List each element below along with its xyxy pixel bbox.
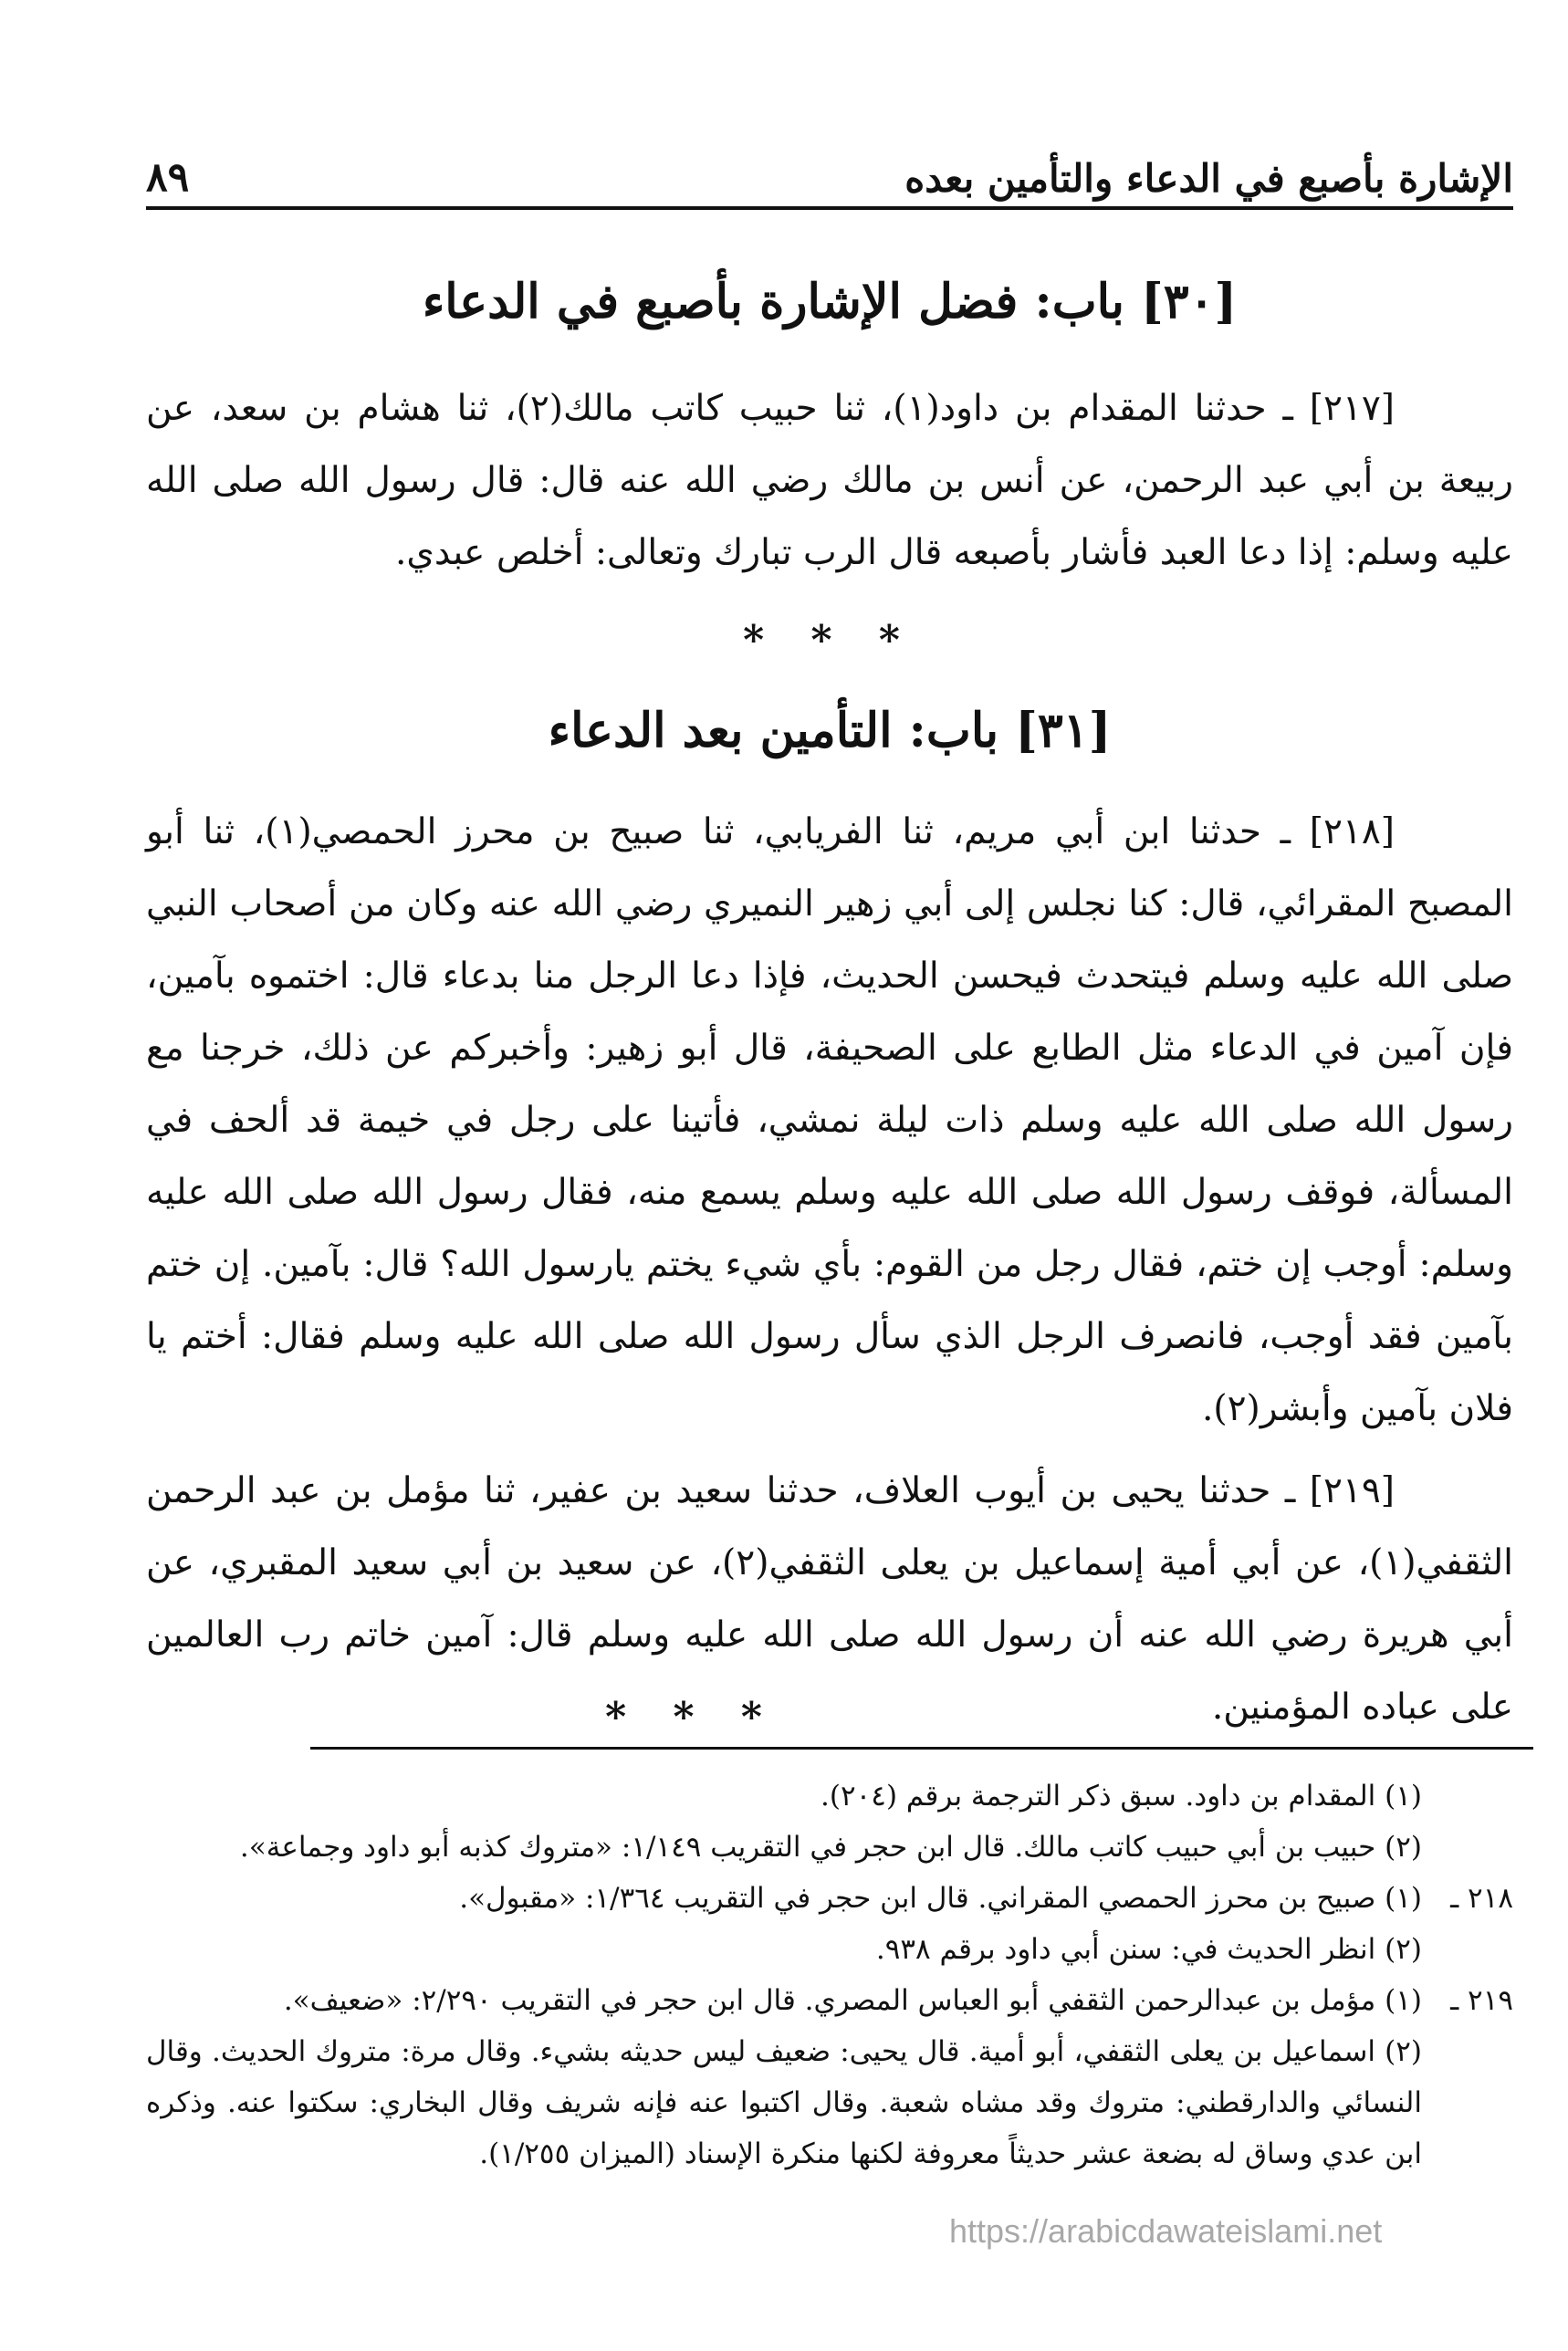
footnote-group-218: [146, 1873, 1513, 1975]
hadith-218: [٢١٨] ـ حدثنا ابن أبي مريم، ثنا الفريابي، ثنا صبيح بن محرز الحمصي(١)، ثنا أبو المصبح المقرائي، قال: كنا نجلس إلى أبي زهير النميري رضي الله عنه وكان من أصحاب النبي صلى الله عليه وسلم فيتحدث فيحسن الحديث، فإذا دعا الرجل منا بدعاء قال: اختموه بآمين، فإن آمين في الدعاء مثل الطابع على الصحيفة، قال أبو زهير: وأخبركم عن ذلك، خرجنا مع رسول الله صلى الله عليه وسلم ذات ليلة نمشي، فأتينا على رجل في خيمة قد ألحف في المسألة، فوقف رسول الله صلى الله عليه وسلم يسمع منه، فقال رسول الله صلى الله عليه وسلم: أوجب إن ختم، فقال رجل من القوم: بأي شيء يختم يارسول الله؟ قال: بآمين. إن ختم بآمين فقد أوجب، فانصرف الرجل الذي سأل رسول الله صلى الله عليه وسلم فقال: أختم يا فلان بآمين وأبشر(٢).: [146, 811, 1513, 1429]
footnote-group-219: [146, 1975, 1513, 2179]
footnote-218-2: (٢) انظر الحديث في: سنن أبي داود برقم ٩٣٨.: [875, 1933, 1422, 1966]
footnote-219-1: (١) مؤمل بن عبدالرحمن الثقفي أبو العباس المصري. قال ابن حجر في التقريب ٢/٢٩٠: «ضعيف».: [283, 1984, 1422, 2017]
footnote-218-1: (١) صبيح بن محرز الحمصي المقراني. قال ابن حجر في التقريب ١/٣٦٤: «مقبول».: [459, 1882, 1422, 1915]
footnote-divider: [310, 1747, 1533, 1750]
running-header: [146, 128, 1513, 210]
footnote-hadith-ref-218: ٢١٨ ـ: [1450, 1882, 1513, 1915]
page-number: ٨٩: [146, 154, 190, 201]
section-heading-30: [٣٠] باب: فضل الإشارة بأصبع في الدعاء: [422, 274, 1238, 329]
footnote-217-1: (١) المقدام بن داود. سبق ذكر الترجمة برقم (٢٠٤).: [821, 1780, 1422, 1813]
footnote-219-2: (٢) اسماعيل بن يعلى الثقفي، أبو أمية. قال يحيى: ضعيف ليس حديثه بشيء. وقال مرة: متروك الحديث. وقال النسائي والدارقطني: متروك وقد مشاه شعبة. وقال اكتبوا عنه فإنه شريف وقال البخاري: سكتوا عنه. وذكره ابن عدي وساق له بضعة عشر حديثاً معروفة لكنها منكرة الإسناد (الميزان ١/٢٥٥).: [146, 2035, 1422, 2170]
footnote-hadith-ref-219: ٢١٩ ـ: [1450, 1984, 1513, 2017]
running-title: الإشارة بأصبع في الدعاء والتأمين بعده: [904, 156, 1513, 201]
footnotes: [146, 1771, 1513, 2179]
section-heading-31: [٣١] باب: التأمين بعد الدعاء: [548, 703, 1112, 758]
separator-stars-2: * * *: [605, 1694, 779, 1740]
hadith-217: [٢١٧] ـ حدثنا المقدام بن داود(١)، ثنا حبيب كاتب مالك(٢)، ثنا هشام بن سعد، عن ربيعة بن أبي عبد الرحمن، عن أنس بن مالك رضي الله عنه قال: قال رسول الله صلى الله عليه وسلم: إذا دعا العبد فأشار بأصبعه قال الرب تبارك وتعالى: أخلص عبدي.: [146, 388, 1513, 573]
separator-stars: * * *: [743, 617, 916, 664]
hadith-219: [٢١٩] ـ حدثنا يحيى بن أيوب العلاف، حدثنا سعيد بن عفير، ثنا مؤمل بن عبد الرحمن الثقفي(١)، عن أبي أمية إسماعيل بن يعلى الثقفي(٢)، عن سعيد بن أبي سعيد المقبري، عن أبي هريرة رضي الله عنه أن رسول الله صلى الله عليه وسلم قال: آمين خاتم رب العالمين على عباده المؤمنين.: [146, 1470, 1513, 1728]
watermark-url: https://arabicdawateislami.net: [949, 2212, 1383, 2250]
footnote-217-2: (٢) حبيب بن أبي حبيب كاتب مالك. قال ابن حجر في التقريب ١/١٤٩: «متروك كذبه أبو داود وجماعة».: [239, 1831, 1422, 1864]
